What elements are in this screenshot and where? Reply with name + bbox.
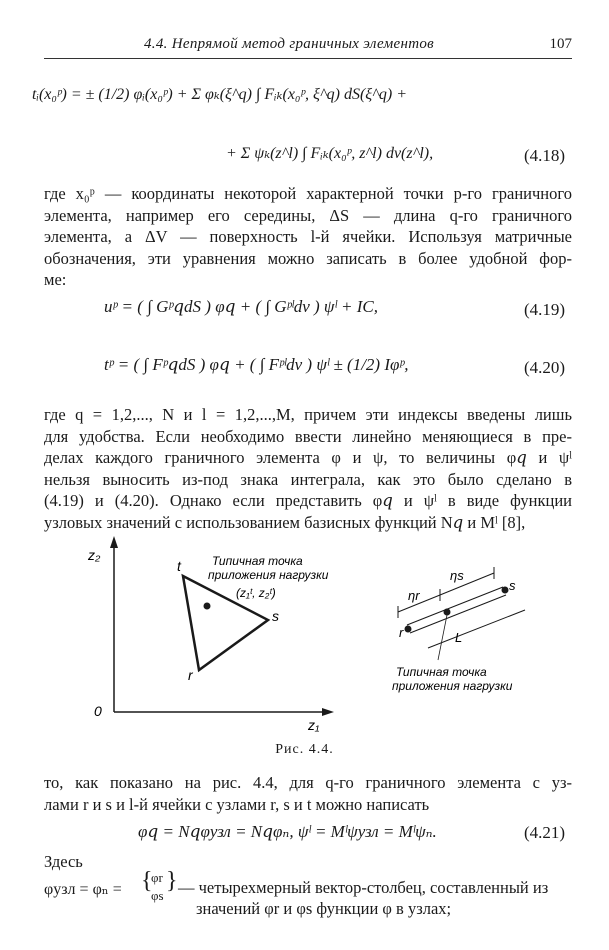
text-line: где x₀ᵖ — координаты некоторой характерной точки p-го граничного — [44, 184, 572, 203]
figure-4-4 — [0, 530, 609, 735]
text-line: нельзя выносить из-под знака интеграла, как это было сделано в — [44, 469, 572, 489]
right-node-s-label: s — [509, 578, 516, 593]
equation-number-4-21: (4.21) — [524, 823, 566, 842]
brace-right: } — [166, 868, 178, 894]
text-line: узловых значений с использованием базисных функций N𝑞 и Mˡ [8], — [44, 512, 526, 532]
definition-line-2: значений φr и φs функции φ в узлах; — [196, 899, 452, 918]
equation-number-4-18: (4.18) — [524, 146, 566, 165]
node-s-dot — [502, 587, 509, 594]
equation-4-18-line-2: + Σ ψₖ(z^l) ∫ Fᵢₖ(x₀ᵖ, z^l) dv(z^l), — [226, 145, 434, 162]
left-note-line-1: Типичная точка — [212, 554, 303, 568]
right-note-line-1: Типичная точка — [396, 665, 487, 679]
paragraph-2 — [44, 404, 572, 533]
paragraph-zdes — [44, 851, 572, 873]
equation-4-19: uᵖ = ( ∫ Gᵖ𝑞dS ) φ𝑞 + ( ∫ Gᵖˡdv ) ψˡ + IC, — [104, 297, 379, 316]
equation-4-21: φ𝑞 = N𝑞φузл = N𝑞φₙ, ψˡ = Mˡψузл = Mˡψₙ. — [138, 822, 437, 841]
length-dimension — [428, 610, 525, 648]
text-line: элемента, а ΔV — поверхность l-й ячейки. Используя матричные — [44, 227, 572, 246]
node-r-dot — [405, 626, 412, 633]
origin-label: 0 — [94, 703, 102, 719]
equation-number-4-19: (4.19) — [524, 300, 566, 319]
node-r-label: r — [188, 667, 193, 683]
text-line: делах каждого граничного элемента φ и ψ, то величины φ𝑞 и ψˡ — [44, 448, 572, 467]
text-line: лами r и s и l-й ячейки с узлами r, s и t можно написать — [44, 794, 430, 814]
text-line: (4.19) и (4.20). Однако если представить φ𝑞 и ψˡ в виде функции — [44, 491, 572, 510]
equation-4-18-line-1: tᵢ(x₀ᵖ) = ± (1/2) φᵢ(x₀ᵖ) + Σ φₖ(ξ^q) ∫ Fᵢₖ(x₀ᵖ, ξ^q) dS(ξ^q) + — [32, 86, 407, 103]
figure-caption: Рис. 4.4. — [275, 742, 334, 757]
right-node-r-label: r — [399, 625, 404, 640]
y-axis-arrow-icon — [110, 536, 118, 548]
paragraph-1 — [44, 183, 572, 291]
element-line-upper — [407, 587, 503, 625]
eta-s-label: ηs — [450, 568, 464, 583]
vector-top: φr — [151, 870, 163, 885]
text-line: то, как показано на рис. 4.4, для q-го граничного элемента с уз- — [44, 773, 572, 792]
load-point-dot — [204, 603, 211, 610]
paragraph-3 — [44, 772, 572, 815]
definition-lhs: φузл = φₙ = — [44, 881, 122, 898]
x-axis-arrow-icon — [322, 708, 334, 716]
equation-number-4-20: (4.20) — [524, 358, 566, 377]
text-line: обозначения, эти уравнения можно записать в более удобной фор- — [44, 248, 572, 268]
right-note-line-2: приложения нагрузки — [392, 679, 513, 693]
left-note-line-2: приложения нагрузки — [208, 568, 329, 582]
equation-4-20: tᵖ = ( ∫ Fᵖ𝑞dS ) φ𝑞 + ( ∫ Fᵖˡdv ) ψˡ ± (1/2) Iφᵖ, — [104, 355, 409, 374]
length-label: L — [455, 630, 463, 645]
y-axis-label: z₂ — [88, 547, 101, 563]
eta-s-dimension — [440, 573, 494, 595]
vector-bottom: φs — [151, 888, 164, 903]
left-note-coords: (z₁ᵗ, z₂ᵗ) — [236, 586, 276, 600]
text-line: ме: — [44, 270, 67, 289]
element-line-lower — [410, 595, 506, 633]
node-t-label: t — [177, 558, 181, 574]
node-s-label: s — [272, 608, 279, 624]
text-line: для удобства. Если необходимо ввести линейно меняющиеся в пре- — [44, 426, 572, 446]
x-axis-label: z₁ — [308, 717, 320, 733]
page-number: 107 — [549, 36, 572, 52]
midpoint-dot — [444, 609, 451, 616]
definition-line-1: — четырехмерный вектор-столбец, составленный из — [178, 878, 549, 897]
header-title: 4.4. Непрямой метод граничных элементов — [144, 36, 434, 52]
brace-left: { — [141, 868, 153, 894]
running-header — [44, 36, 572, 59]
text-line: где q = 1,2,..., N и l = 1,2,...,M, причем эти индексы введены лишь — [44, 405, 572, 424]
eta-r-label: ηr — [408, 588, 420, 603]
text-line: элемента, например его середины, ΔS — длина q-го граничного — [44, 205, 572, 225]
zdes-label: Здесь — [44, 852, 83, 871]
